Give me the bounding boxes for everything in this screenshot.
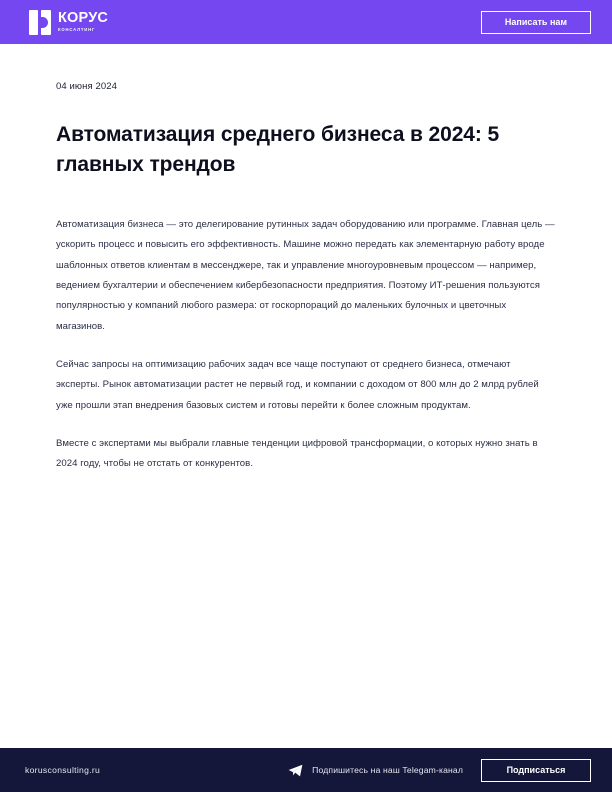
page-title: Автоматизация среднего бизнеса в 2024: 5 главных трендов: [56, 123, 500, 177]
brand-logo[interactable]: [29, 10, 108, 35]
article-paragraph: Вместе с экспертами мы выбрали главные тенденции цифровой трансформации, о которых нужно знать в 2024 году, чтобы не отстать от конкурентов.: [56, 437, 538, 470]
korus-logo-icon: [29, 10, 51, 35]
article-body: [56, 215, 557, 475]
contact-us-button[interactable]: Написать нам: [481, 11, 591, 34]
site-footer: [0, 748, 612, 792]
brand-name: КОРУС: [58, 10, 109, 27]
article-paragraph: Сейчас запросы на оптимизацию рабочих задач все чаще поступают от среднего бизнеса, отмечают эксперты. Рынок автоматизации растет не первый год, и компании с доходом от 800 млн до 2 млрд рублей уже прошли этап внедрения базовых систем и готовы перейти к более сложным продуктам.: [56, 358, 539, 411]
telegram-icon: [288, 764, 303, 777]
brand-subtitle: КОНСАЛТИНГ: [58, 27, 96, 33]
subscribe-button[interactable]: Подписаться: [481, 759, 591, 782]
footer-domain-link[interactable]: korusconsulting.ru: [25, 765, 101, 775]
article-content: [0, 44, 612, 748]
site-header: [0, 0, 612, 44]
article-paragraph: Автоматизация бизнеса — это делегирование рутинных задач оборудованию или программе. Главная цель — ускорить процесс и повысить его эффективность. Машине можно передать как элементарную работу вроде шаблонных ответов клиентам в мессенджере, так и управление многоуровневым процессом — например, ведением бухгалтерии и обеспечением кибербезопасности предприятия. Поэтому ИТ-решения пользуются популярностью у компаний любого размера: от госкорпораций до маленьких булочных и цветочных магазинов.: [56, 218, 555, 332]
telegram-promo-label: Подпишитесь на наш Telegam-канал: [312, 765, 463, 775]
telegram-promo[interactable]: [288, 764, 463, 777]
brand-wordmark: [58, 11, 108, 32]
article-date: 04 июня 2024: [56, 81, 118, 92]
